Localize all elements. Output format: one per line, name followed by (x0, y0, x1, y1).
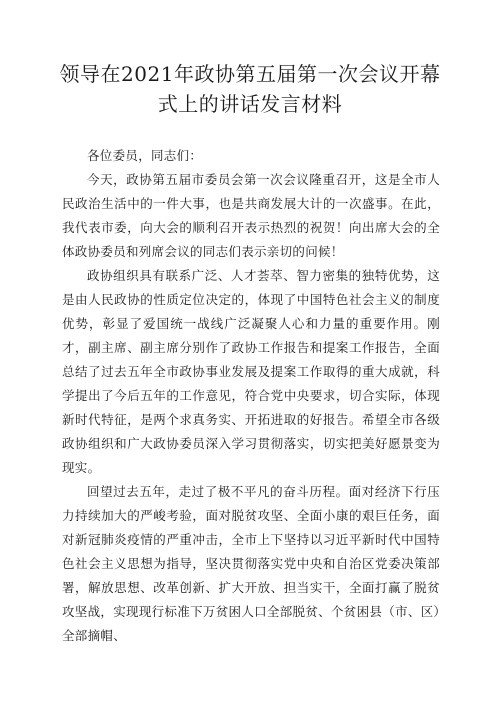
paragraph-cppcc-advantages: 政协组织具有联系广泛、人才荟萃、智力密集的独特优势，这是由人民政协的性质定位决定的，体现了中国特色社会主义的制度优势，彰显了爱国统一战线广泛凝聚人心和力量的重要作用。刚才，副主席、副主席分别作了政协工作报告和提案工作报告，全面总结了过去五年全市政协事业发展及提案工作取得的重大成就，科学提出了今后五年的工作意见，符合党中央要求，切合实际，体现新时代特征，是两个求真务实、开拓进取的好报告。希望全市各级政协组织和广大政协委员深入学习贯彻落实，切实把美好愿景变为现实。 (62, 268, 440, 475)
paragraph-opening: 今天，政协第五届市委员会第一次会议隆重召开，这是全市人民政治生活中的一件大事，也是共商发展大计的一次盛事。在此，我代表市委，向大会的顺利召开表示热烈的祝贺！向出席大会的全体政协委员和列席会议的同志们表示亲切的问候！ (62, 172, 440, 259)
document-title-line-2: 式上的讲话发言材料 (157, 92, 343, 116)
document-body (62, 144, 440, 648)
document-title-line-1: 领导在2021年政协第五届第一次会议开幕 (59, 62, 441, 86)
salutation: 各位委员，同志们： (87, 148, 203, 163)
paragraph-review: 回望过去五年，走过了极不平凡的奋斗历程。面对经济下行压力持续加大的严峻考验，面对脱贫攻坚、全面小康的艰巨任务，面对新冠肺炎疫情的严重冲击，全市上下坚持以习近平新时代中国特色社会主义思想为指导，坚决贯彻落实党中央和自治区党委决策部署，解放思想、改革创新、扩大开放、担当实干，全面打赢了脱贫攻坚战，实现现行标准下万贫困人口全部脱贫、个贫困县（市、区）全部摘帽、 (62, 484, 440, 643)
